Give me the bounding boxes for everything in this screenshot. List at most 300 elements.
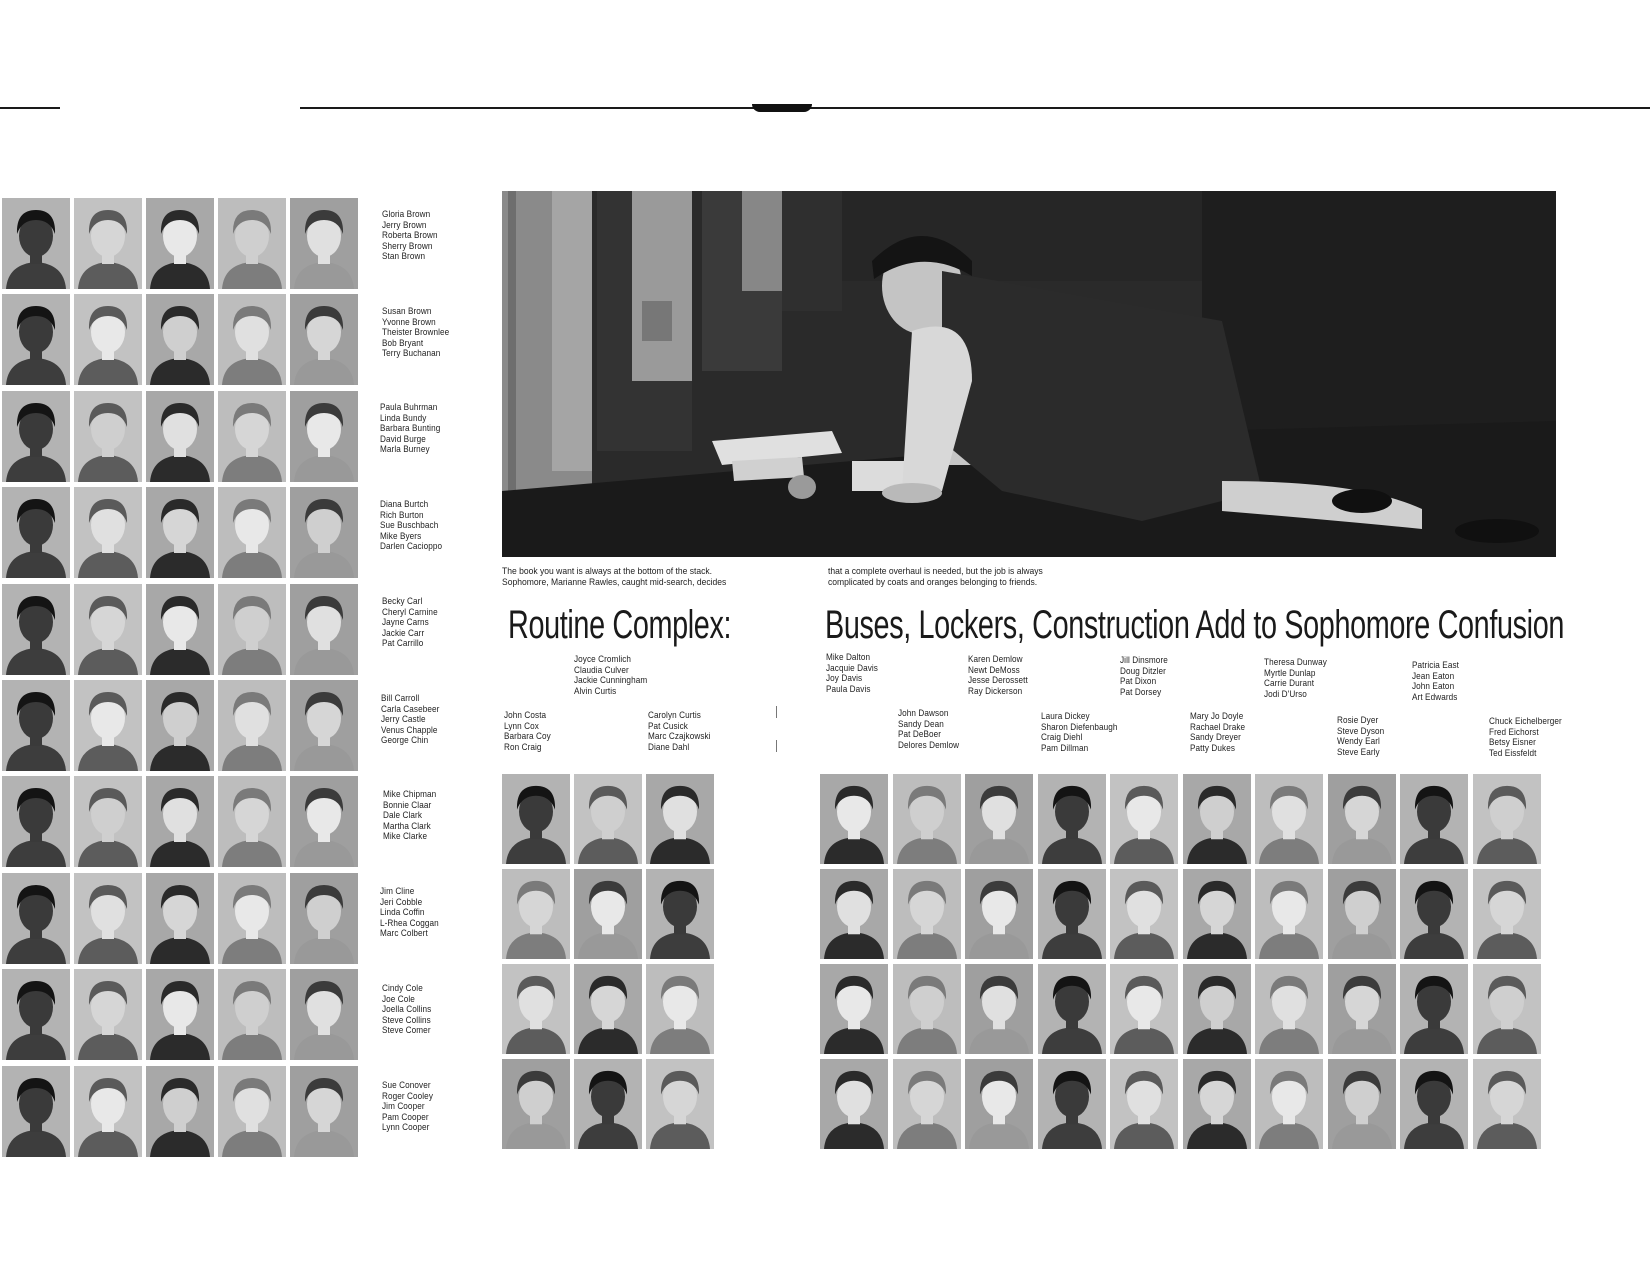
student-name: Jayne Carns <box>382 617 429 628</box>
student-name: Diana Burtch <box>380 499 429 510</box>
portrait-icon <box>502 774 570 864</box>
student-portrait <box>1328 964 1396 1054</box>
student-name: Roberta Brown <box>382 230 438 241</box>
student-portrait <box>646 869 714 959</box>
student-portrait <box>2 198 70 289</box>
student-name: Wendy Earl <box>1337 736 1380 747</box>
portrait-icon <box>218 198 286 289</box>
student-name: Sharon Diefenbaugh <box>1041 721 1118 733</box>
student-name: Sandy Dreyer <box>1190 732 1241 743</box>
student-name: Jackie Carr <box>382 627 425 639</box>
student-portrait <box>218 776 286 867</box>
portrait-icon <box>146 391 214 482</box>
name-group <box>1489 717 1562 759</box>
name-group <box>898 709 959 751</box>
name-group <box>382 210 438 263</box>
student-name: Sue Buschbach <box>380 520 439 531</box>
student-name: Craig Diehl <box>1041 732 1083 743</box>
portrait-icon <box>646 964 714 1054</box>
portrait-icon <box>290 487 358 578</box>
student-name: Patty Dukes <box>1190 742 1236 754</box>
student-portrait <box>1110 774 1178 864</box>
student-portrait <box>218 487 286 578</box>
student-portrait <box>218 198 286 289</box>
portrait-icon <box>574 964 642 1054</box>
portrait-icon <box>290 294 358 385</box>
portrait-icon <box>1328 964 1396 1054</box>
portrait-icon <box>820 869 888 959</box>
student-portrait <box>1400 774 1468 864</box>
portrait-icon <box>74 873 142 964</box>
student-portrait <box>965 774 1033 864</box>
student-portrait <box>1255 774 1323 864</box>
name-group <box>1412 661 1459 703</box>
portrait-icon <box>893 1059 961 1149</box>
portrait-icon <box>1328 1059 1396 1149</box>
student-portrait <box>1110 964 1178 1054</box>
student-name: Susan Brown <box>382 306 432 317</box>
portrait-icon <box>146 776 214 867</box>
name-group <box>1337 716 1384 758</box>
portrait-icon <box>965 774 1033 864</box>
name-group <box>968 655 1028 697</box>
student-portrait <box>1473 964 1541 1054</box>
portrait-icon <box>1473 774 1541 864</box>
name-group <box>574 655 647 697</box>
student-name: Bonnie Claar <box>383 799 432 811</box>
student-name: Betsy Eisner <box>1489 737 1536 748</box>
student-portrait <box>1400 869 1468 959</box>
student-name: John Eaton <box>1412 681 1455 692</box>
student-portrait <box>218 969 286 1060</box>
portrait-icon <box>290 873 358 964</box>
name-group <box>1120 656 1168 698</box>
student-name: Barbara Coy <box>504 731 551 742</box>
student-name: Carolyn Curtis <box>648 710 701 721</box>
student-portrait <box>74 391 142 482</box>
student-name: Pat Dorsey <box>1120 686 1162 698</box>
student-portrait <box>218 1066 286 1157</box>
student-name: John Costa <box>504 710 547 721</box>
student-name: Jim Cooper <box>382 1101 425 1112</box>
portrait-icon <box>502 869 570 959</box>
student-portrait <box>146 776 214 867</box>
portrait-icon <box>146 294 214 385</box>
portrait-icon <box>1110 964 1178 1054</box>
student-name: Jacquie Davis <box>826 662 878 674</box>
portrait-icon <box>290 776 358 867</box>
student-name: Rachael Drake <box>1190 721 1246 733</box>
portrait-icon <box>1255 869 1323 959</box>
portrait-icon <box>1328 774 1396 864</box>
student-portrait <box>218 584 286 675</box>
student-portrait <box>1038 774 1106 864</box>
portrait-icon <box>574 1059 642 1149</box>
portrait-icon <box>2 680 70 771</box>
portrait-icon <box>74 680 142 771</box>
name-group <box>380 887 439 940</box>
student-name: Roger Cooley <box>382 1090 433 1102</box>
student-portrait <box>646 774 714 864</box>
student-portrait <box>1328 1059 1396 1149</box>
name-group <box>382 597 438 650</box>
student-name: Myrtle Dunlap <box>1264 667 1316 679</box>
student-portrait <box>574 869 642 959</box>
portrait-icon <box>218 294 286 385</box>
portrait-icon <box>74 584 142 675</box>
portrait-icon <box>574 774 642 864</box>
student-portrait <box>502 869 570 959</box>
student-name: Mike Chipman <box>383 789 437 800</box>
portrait-icon <box>893 869 961 959</box>
student-name: Mike Dalton <box>826 652 871 663</box>
caption-line: The book you want is always at the bottom of the stack. <box>502 566 713 577</box>
portrait-icon <box>1400 964 1468 1054</box>
student-name: Pat Dixon <box>1120 676 1157 687</box>
portrait-icon <box>1038 964 1106 1054</box>
student-portrait <box>290 487 358 578</box>
portrait-icon <box>965 869 1033 959</box>
student-name: Diane Dahl <box>648 741 690 753</box>
student-name: Karen Demlow <box>968 654 1023 665</box>
portrait-icon <box>1328 869 1396 959</box>
portrait-icon <box>1183 869 1251 959</box>
student-name: Chuck Eichelberger <box>1489 716 1562 727</box>
student-portrait <box>290 391 358 482</box>
name-group <box>1041 712 1117 754</box>
portrait-icon <box>574 869 642 959</box>
student-portrait <box>1255 869 1323 959</box>
portrait-icon <box>290 584 358 675</box>
student-name: Claudia Culver <box>574 664 629 676</box>
student-name: Ted Eissfeldt <box>1489 747 1537 759</box>
student-portrait <box>893 964 961 1054</box>
student-portrait <box>1400 964 1468 1054</box>
portrait-icon <box>1110 869 1178 959</box>
student-name: Sandy Dean <box>898 718 944 730</box>
name-group <box>382 307 449 360</box>
student-portrait <box>1255 964 1323 1054</box>
portrait-icon <box>2 487 70 578</box>
student-portrait <box>74 584 142 675</box>
student-portrait <box>1473 1059 1541 1149</box>
student-name: Patricia East <box>1412 660 1459 671</box>
portrait-icon <box>74 1066 142 1157</box>
student-portrait <box>646 964 714 1054</box>
student-name: Mike Clarke <box>383 831 428 842</box>
portrait-icon <box>218 1066 286 1157</box>
student-name: Rosie Dyer <box>1337 715 1379 726</box>
student-portrait <box>2 391 70 482</box>
student-portrait <box>290 680 358 771</box>
student-portrait <box>502 964 570 1054</box>
student-portrait <box>1038 869 1106 959</box>
portrait-icon <box>820 774 888 864</box>
student-name: Joy Davis <box>826 673 863 684</box>
student-name: Yvonne Brown <box>382 316 436 328</box>
student-name: Steve Early <box>1337 746 1380 758</box>
student-name: Paula Buhrman <box>380 402 438 413</box>
name-group <box>380 403 440 456</box>
portrait-icon <box>290 680 358 771</box>
student-portrait <box>2 294 70 385</box>
student-name: Sue Conover <box>382 1080 431 1091</box>
portrait-icon <box>290 969 358 1060</box>
student-name: Carla Casebeer <box>381 703 440 715</box>
student-name: John Dawson <box>898 708 949 719</box>
portrait-icon <box>2 969 70 1060</box>
portrait-icon <box>893 774 961 864</box>
gutter-mark <box>776 740 777 752</box>
caption-line: that a complete overhaul is needed, but the job is always <box>828 566 1043 577</box>
portrait-icon <box>502 964 570 1054</box>
student-portrait <box>965 1059 1033 1149</box>
student-portrait <box>1400 1059 1468 1149</box>
portrait-icon <box>290 198 358 289</box>
student-name: Mary Jo Doyle <box>1190 711 1244 722</box>
student-name: Pat Cusick <box>648 720 688 732</box>
portrait-icon <box>218 584 286 675</box>
portrait-icon <box>1183 1059 1251 1149</box>
portrait-icon <box>218 487 286 578</box>
portrait-icon <box>218 873 286 964</box>
student-portrait <box>74 873 142 964</box>
student-name: Cindy Cole <box>382 983 423 994</box>
name-group <box>648 711 711 753</box>
student-name: Dale Clark <box>383 810 423 821</box>
student-name: Ron Craig <box>504 741 542 753</box>
caption-line: Sophomore, Marianne Rawles, caught mid-search, decides <box>502 577 727 588</box>
portrait-icon <box>646 774 714 864</box>
student-portrait <box>1183 774 1251 864</box>
student-name: Joella Collins <box>382 1004 432 1015</box>
student-portrait <box>1328 869 1396 959</box>
caption-line: complicated by coats and oranges belonging to friends. <box>828 577 1038 588</box>
student-portrait <box>893 1059 961 1149</box>
student-name: Jesse Derossett <box>968 675 1028 686</box>
student-portrait <box>2 776 70 867</box>
student-name: Bob Bryant <box>382 337 424 349</box>
name-group <box>504 711 551 753</box>
student-name: Pam Cooper <box>382 1111 429 1123</box>
headline-left: Routine Complex: <box>508 603 732 647</box>
portrait-icon <box>2 294 70 385</box>
portrait-icon <box>646 1059 714 1149</box>
portrait-icon <box>146 198 214 289</box>
student-portrait <box>146 198 214 289</box>
student-portrait <box>146 294 214 385</box>
student-portrait <box>574 964 642 1054</box>
student-name: Cheryl Carnine <box>382 606 438 618</box>
photo-caption-right <box>828 566 1043 588</box>
student-portrait <box>502 774 570 864</box>
student-portrait <box>290 198 358 289</box>
student-portrait <box>502 1059 570 1149</box>
portrait-icon <box>1473 1059 1541 1149</box>
student-portrait <box>74 969 142 1060</box>
name-group <box>1190 712 1245 754</box>
student-portrait <box>1038 1059 1106 1149</box>
portrait-icon <box>146 487 214 578</box>
student-name: Joyce Cromlich <box>574 654 632 665</box>
portrait-icon <box>893 964 961 1054</box>
portrait-icon <box>2 776 70 867</box>
student-name: Carrie Durant <box>1264 678 1315 689</box>
student-name: Delores Demlow <box>898 739 960 751</box>
student-name: Jackie Cunningham <box>574 675 648 686</box>
student-portrait <box>820 869 888 959</box>
student-portrait <box>2 969 70 1060</box>
student-name: Mike Byers <box>380 530 422 542</box>
student-portrait <box>893 774 961 864</box>
portrait-icon <box>820 1059 888 1149</box>
student-portrait <box>74 776 142 867</box>
student-portrait <box>2 584 70 675</box>
student-name: Marc Czajkowski <box>648 731 711 742</box>
student-portrait <box>1255 1059 1323 1149</box>
student-name: Steve Comer <box>382 1025 431 1036</box>
student-name: Darlen Cacioppo <box>380 541 443 552</box>
student-portrait <box>1183 869 1251 959</box>
portrait-icon <box>1183 774 1251 864</box>
gutter-mark <box>776 706 777 718</box>
student-name: Linda Bundy <box>380 412 427 424</box>
student-portrait <box>290 776 358 867</box>
student-portrait <box>1038 964 1106 1054</box>
student-name: Lynn Cox <box>504 720 539 732</box>
student-name: Jeri Cobble <box>380 896 423 908</box>
student-portrait <box>290 1066 358 1157</box>
portrait-icon <box>74 391 142 482</box>
student-name: Paula Davis <box>826 683 871 695</box>
student-name: Venus Chapple <box>381 724 438 736</box>
portrait-icon <box>1038 774 1106 864</box>
student-portrait <box>1473 869 1541 959</box>
portrait-icon <box>218 969 286 1060</box>
student-name: Rich Burton <box>380 509 424 521</box>
portrait-icon <box>218 776 286 867</box>
photo-caption-left <box>502 566 726 588</box>
student-portrait <box>218 391 286 482</box>
student-portrait <box>74 198 142 289</box>
student-name: Ray Dickerson <box>968 685 1023 697</box>
portrait-icon <box>1255 1059 1323 1149</box>
student-name: Pat DeBoer <box>898 729 942 740</box>
student-name: L-Rhea Coggan <box>380 917 439 929</box>
student-portrait <box>574 774 642 864</box>
student-name: George Chin <box>381 735 429 746</box>
student-name: Laura Dickey <box>1041 711 1090 722</box>
student-name: David Burge <box>380 433 426 445</box>
portrait-icon <box>146 1066 214 1157</box>
portrait-icon <box>146 873 214 964</box>
student-portrait <box>74 680 142 771</box>
student-name: Marla Burney <box>380 444 430 455</box>
portrait-icon <box>1255 774 1323 864</box>
student-name: Becky Carl <box>382 596 423 607</box>
name-group <box>1264 658 1327 700</box>
student-portrait <box>820 1059 888 1149</box>
student-portrait <box>74 294 142 385</box>
student-portrait <box>218 873 286 964</box>
portrait-icon <box>146 680 214 771</box>
student-name: Theresa Dunway <box>1264 657 1327 668</box>
student-portrait <box>893 869 961 959</box>
student-portrait <box>290 873 358 964</box>
student-name: Steve Dyson <box>1337 725 1385 737</box>
portrait-icon <box>502 1059 570 1149</box>
student-name: Doug Ditzler <box>1120 665 1166 677</box>
portrait-icon <box>146 969 214 1060</box>
student-portrait <box>1110 869 1178 959</box>
student-name: Jodi D'Urso <box>1264 688 1307 700</box>
locker-photo-illustration <box>502 191 1556 557</box>
portrait-icon <box>1183 964 1251 1054</box>
student-name: Barbara Bunting <box>380 423 441 434</box>
portrait-icon <box>74 969 142 1060</box>
name-group <box>382 1081 433 1134</box>
portrait-icon <box>1110 1059 1178 1149</box>
student-name: Joe Cole <box>382 993 415 1005</box>
student-portrait <box>1183 964 1251 1054</box>
student-portrait <box>2 1066 70 1157</box>
student-portrait <box>74 487 142 578</box>
student-portrait <box>290 294 358 385</box>
student-name: Jerry Castle <box>381 714 426 725</box>
student-portrait <box>820 964 888 1054</box>
headline-right: Buses, Lockers, Construction Add to Sophomore Confusion <box>825 603 1565 647</box>
portrait-icon <box>2 873 70 964</box>
portrait-icon <box>1473 964 1541 1054</box>
locker-photo <box>502 191 1556 557</box>
student-name: Art Edwards <box>1412 691 1458 703</box>
name-group <box>826 653 878 695</box>
student-name: Stan Brown <box>382 251 426 262</box>
student-portrait <box>290 969 358 1060</box>
student-portrait <box>646 1059 714 1149</box>
student-portrait <box>2 873 70 964</box>
student-portrait <box>146 873 214 964</box>
student-name: Newt DeMoss <box>968 664 1020 676</box>
student-name: Jean Eaton <box>1412 670 1455 682</box>
student-portrait <box>574 1059 642 1149</box>
student-portrait <box>2 680 70 771</box>
student-name: Martha Clark <box>383 820 431 832</box>
student-name: Theister Brownlee <box>382 327 450 338</box>
student-portrait <box>146 1066 214 1157</box>
portrait-icon <box>1038 869 1106 959</box>
portrait-icon <box>1473 869 1541 959</box>
student-portrait <box>146 487 214 578</box>
name-group <box>383 790 436 843</box>
portrait-icon <box>74 487 142 578</box>
portrait-icon <box>2 1066 70 1157</box>
portrait-icon <box>74 198 142 289</box>
student-name: Linda Coffin <box>380 907 425 918</box>
student-portrait <box>965 964 1033 1054</box>
student-portrait <box>820 774 888 864</box>
student-portrait <box>146 969 214 1060</box>
portrait-icon <box>74 776 142 867</box>
student-portrait <box>290 584 358 675</box>
student-portrait <box>1473 774 1541 864</box>
student-name: Lynn Cooper <box>382 1122 430 1133</box>
portrait-icon <box>646 869 714 959</box>
portrait-icon <box>2 584 70 675</box>
student-name: Alvin Curtis <box>574 685 617 697</box>
portrait-icon <box>965 964 1033 1054</box>
portrait-icon <box>1400 869 1468 959</box>
